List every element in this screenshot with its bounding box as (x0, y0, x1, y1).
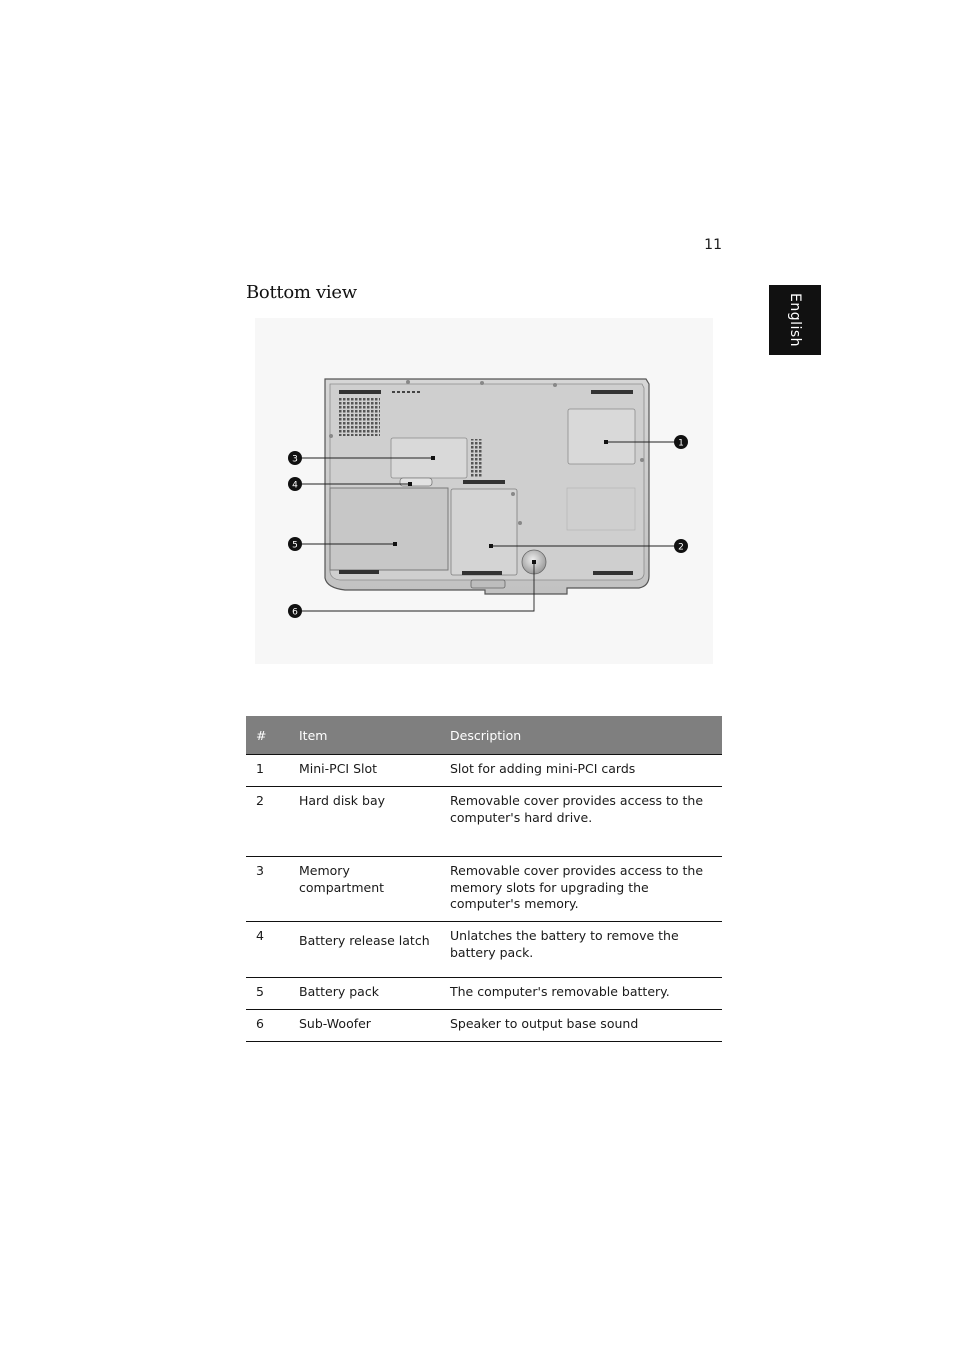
row-description: Speaker to output base sound (440, 1010, 722, 1042)
row-number: 4 (246, 922, 289, 978)
row-description: Removable cover provides access to the memory slots for upgrading the computer's memory. (440, 857, 722, 922)
svg-text:4: 4 (292, 480, 298, 491)
callout-2 (674, 539, 688, 553)
column-header-description: Description (440, 716, 722, 755)
table-row (246, 978, 722, 1010)
table-row (246, 857, 722, 922)
section-title: Bottom view (246, 282, 357, 303)
language-tab (769, 285, 821, 355)
svg-text:1: 1 (678, 438, 684, 449)
row-number: 5 (246, 978, 289, 1010)
row-description: The computer's removable battery. (440, 978, 722, 1010)
row-item: Battery release latch (289, 922, 440, 978)
row-description: Slot for adding mini-PCI cards (440, 755, 722, 787)
laptop-bottom-illustration (255, 318, 713, 664)
row-number: 1 (246, 755, 289, 787)
row-item: Memory compartment (289, 857, 440, 922)
row-description: Unlatches the battery to remove the battery pack. (440, 922, 722, 978)
row-item: Sub-Woofer (289, 1010, 440, 1042)
row-item: Hard disk bay (289, 787, 440, 857)
column-header-number: # (246, 716, 289, 755)
language-tab-label: English (787, 292, 803, 348)
svg-text:3: 3 (292, 454, 298, 465)
row-number: 6 (246, 1010, 289, 1042)
svg-text:6: 6 (292, 607, 298, 618)
table-row (246, 1010, 722, 1042)
callout-4 (288, 477, 302, 491)
laptop-body (325, 379, 649, 594)
row-number: 3 (246, 857, 289, 922)
callout-5 (288, 537, 302, 551)
bottom-view-figure (255, 318, 713, 664)
row-number: 2 (246, 787, 289, 857)
bottom-view-table (246, 716, 722, 1042)
callout-3 (288, 451, 302, 465)
table-row (246, 755, 722, 787)
row-description: Removable cover provides access to the computer's hard drive. (440, 787, 722, 857)
table-row (246, 922, 722, 978)
row-item: Battery pack (289, 978, 440, 1010)
callout-1 (674, 435, 688, 449)
row-item: Mini-PCI Slot (289, 755, 440, 787)
page-number: 11 (704, 237, 722, 253)
callout-6 (288, 604, 302, 618)
svg-text:2: 2 (678, 542, 684, 553)
column-header-item: Item (289, 716, 440, 755)
table-row (246, 787, 722, 857)
svg-text:5: 5 (292, 540, 298, 551)
table-header-row (246, 716, 722, 755)
